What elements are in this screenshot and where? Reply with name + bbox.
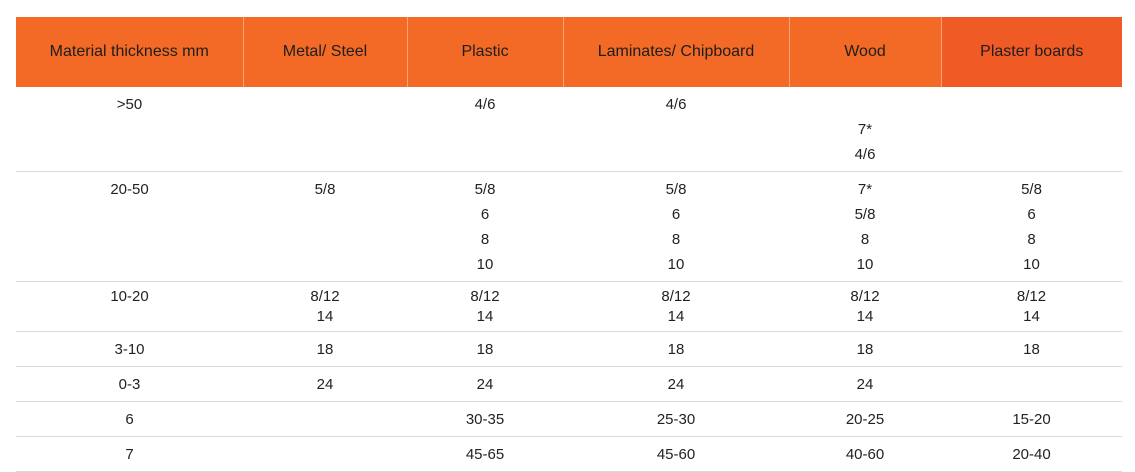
cell-metal-steel (243, 282, 407, 332)
cell-plaster-boards (941, 332, 1122, 367)
cell-plastic (407, 367, 563, 402)
cell-value: 8/12 (310, 288, 340, 305)
table-row (16, 437, 1122, 472)
cell-value: 14 (476, 308, 494, 325)
cell-value: 5/8 (314, 181, 336, 198)
cell-value: 5/8 (474, 181, 496, 198)
cell-metal-steel (243, 332, 407, 367)
cell-value: 3-10 (114, 341, 145, 358)
cell-laminates-chipboard (563, 332, 789, 367)
cell-value: 40-60 (845, 446, 885, 463)
cell-value: 10 (476, 256, 494, 273)
cell-value: 14 (856, 308, 874, 325)
cell-plastic (407, 437, 563, 472)
cell-value: 8 (671, 231, 681, 248)
header-row (16, 17, 1122, 87)
header-laminates-chipboard: Laminates/ Chipboard (563, 17, 789, 87)
cell-value: 6 (480, 206, 490, 223)
cell-value: 20-25 (845, 411, 885, 428)
cell-value: 20-50 (110, 181, 149, 198)
cell-value: 6 (125, 411, 134, 428)
cell-laminates-chipboard (563, 437, 789, 472)
cell-value: 6 (1027, 206, 1036, 223)
cell-value: 5/8 (854, 206, 876, 223)
cell-value: 18 (476, 341, 494, 358)
cell-value (789, 92, 941, 117)
cell-laminates-chipboard (563, 87, 789, 172)
cell-plaster-boards (941, 172, 1122, 282)
cell-value: 30-35 (465, 411, 505, 428)
cell-value: 8/12 (850, 288, 880, 305)
cell-value: 25-30 (656, 411, 696, 428)
cell-value: 18 (316, 341, 334, 358)
cell-value: 7* (857, 181, 873, 198)
cell-metal-steel (243, 87, 407, 172)
cell-value: 18 (667, 341, 685, 358)
cell-value: 8 (1027, 231, 1036, 248)
thickness-table (16, 17, 1122, 472)
cell-thickness (16, 87, 243, 172)
cell-value: 45-60 (656, 446, 696, 463)
cell-value: 20-40 (1012, 446, 1051, 463)
cell-value: 8 (860, 231, 870, 248)
table-row (16, 87, 1122, 172)
cell-value: 4/6 (854, 146, 876, 163)
cell-laminates-chipboard (563, 172, 789, 282)
cell-value: 45-65 (465, 446, 505, 463)
cell-value: 4/6 (665, 96, 687, 113)
header-wood: Wood (789, 17, 941, 87)
cell-value: 5/8 (1021, 181, 1042, 198)
table-row (16, 172, 1122, 282)
cell-value: 10 (667, 256, 685, 273)
cell-value: 0-3 (118, 376, 141, 393)
cell-value: 8 (480, 231, 490, 248)
cell-plaster-boards (941, 87, 1122, 172)
cell-laminates-chipboard (563, 282, 789, 332)
cell-plaster-boards (941, 367, 1122, 402)
cell-plaster-boards (941, 282, 1122, 332)
cell-thickness (16, 172, 243, 282)
header-material-thickness: Material thickness mm (16, 17, 243, 87)
cell-thickness (16, 402, 243, 437)
cell-wood (789, 367, 941, 402)
cell-metal-steel (243, 172, 407, 282)
header-plastic: Plastic (407, 17, 563, 87)
cell-value: 15-20 (1012, 411, 1051, 428)
cell-value: 6 (671, 206, 681, 223)
cell-metal-steel (243, 402, 407, 437)
cell-plaster-boards (941, 437, 1122, 472)
cell-thickness (16, 367, 243, 402)
cell-value: 4/6 (474, 96, 496, 113)
cell-metal-steel (243, 367, 407, 402)
cell-value: 10 (856, 256, 874, 273)
cell-value: 24 (667, 376, 685, 393)
table-row (16, 332, 1122, 367)
cell-value: 14 (316, 308, 334, 325)
cell-thickness (16, 437, 243, 472)
cell-value: 10-20 (110, 288, 149, 305)
cell-value: 7 (125, 446, 134, 463)
cell-value: 14 (667, 308, 685, 325)
table-body (16, 87, 1122, 472)
cell-thickness (16, 282, 243, 332)
cell-value: 24 (316, 376, 334, 393)
table-container (16, 17, 1122, 472)
cell-value: 8/12 (1016, 288, 1047, 305)
header-plaster-boards: Plaster boards (941, 17, 1122, 87)
cell-value: 14 (1023, 308, 1040, 325)
table-row (16, 367, 1122, 402)
cell-laminates-chipboard (563, 402, 789, 437)
cell-wood (789, 282, 941, 332)
cell-value: 8/12 (470, 288, 500, 305)
cell-value: 7* (857, 121, 873, 138)
table-row (16, 282, 1122, 332)
cell-wood (789, 172, 941, 282)
cell-plastic (407, 87, 563, 172)
cell-value: 24 (476, 376, 494, 393)
table-row (16, 402, 1122, 437)
cell-value: 18 (856, 341, 874, 358)
cell-value: 8/12 (661, 288, 691, 305)
cell-value: 5/8 (665, 181, 687, 198)
cell-laminates-chipboard (563, 367, 789, 402)
cell-plastic (407, 172, 563, 282)
cell-plaster-boards (941, 402, 1122, 437)
cell-value: 10 (1023, 256, 1040, 273)
cell-wood (789, 87, 941, 172)
cell-value: 18 (1023, 341, 1040, 358)
cell-wood (789, 402, 941, 437)
cell-wood (789, 332, 941, 367)
header-metal-steel: Metal/ Steel (243, 17, 407, 87)
cell-value: 24 (856, 376, 874, 393)
cell-plastic (407, 332, 563, 367)
cell-value: >50 (116, 96, 143, 113)
cell-plastic (407, 282, 563, 332)
cell-thickness (16, 332, 243, 367)
cell-wood (789, 437, 941, 472)
cell-plastic (407, 402, 563, 437)
cell-metal-steel (243, 437, 407, 472)
